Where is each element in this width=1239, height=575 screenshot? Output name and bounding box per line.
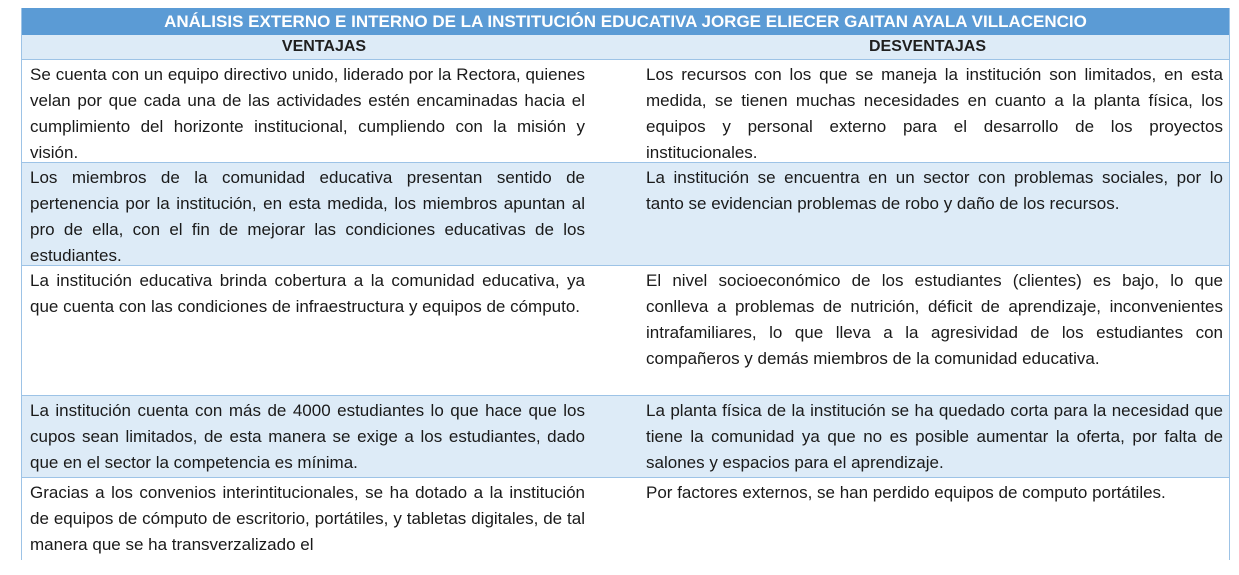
table-row bbox=[22, 396, 1229, 478]
table-row bbox=[22, 163, 1229, 266]
ventaja-cell: La institución educativa brinda cobertura a la comunidad educativa, ya que cuenta con las condiciones de infraestructura y equipos de cómputo. bbox=[30, 271, 586, 316]
header-row bbox=[22, 35, 1229, 60]
swot-table bbox=[21, 8, 1230, 560]
ventaja-cell: Los miembros de la comunidad educativa presentan sentido de pertenencia por la institución, en esta medida, los miembros apuntan al pro de ella, con el fin de mejorar las condiciones educativas de los estudiantes. bbox=[30, 168, 586, 265]
ventaja-cell: Se cuenta con un equipo directivo unido, liderado por la Rectora, quienes velan por que cada una de las actividades estén encaminadas hacia el cumplimiento del horizonte institucional, cumpliendo con la misión y visión. bbox=[30, 65, 586, 162]
table-row bbox=[22, 478, 1229, 560]
desventaja-cell: La planta física de la institución se ha quedado corta para la necesidad que tiene la comunidad ya que no es posible aumentar la oferta, por falta de salones y espacios para el aprendizaje. bbox=[646, 401, 1223, 472]
ventaja-cell: La institución cuenta con más de 4000 estudiantes lo que hace que los cupos sean limitados, de esta manera se exige a los estudiantes, dado que en el sector la competencia es mínima. bbox=[30, 401, 586, 472]
header-desventajas: DESVENTAJAS bbox=[868, 38, 987, 55]
header-ventajas: VENTAJAS bbox=[281, 38, 367, 55]
ventaja-cell: Gracias a los convenios interintitucionales, se ha dotado a la institución de equipos de cómputo de escritorio, portátiles, y tabletas digitales, de tal manera que se ha transverzalizado el bbox=[30, 483, 586, 554]
desventaja-cell: Por factores externos, se han perdido equipos de computo portátiles. bbox=[646, 483, 1166, 502]
desventaja-cell: Los recursos con los que se maneja la institución son limitados, en esta medida, se tienen muchas necesidades en cuanto a la planta física, los equipos y personal externo para el desarrollo de los proyectos institucionales. bbox=[646, 65, 1223, 162]
desventaja-cell: El nivel socioeconómico de los estudiantes (clientes) es bajo, lo que conlleva a problemas de nutrición, déficit de aprendizaje, inconvenientes intrafamiliares, lo que lleva a la agresividad de los estudiantes con compañeros y demás miembros de la comunidad educativa. bbox=[646, 271, 1223, 368]
table-title: ANÁLISIS EXTERNO E INTERNO DE LA INSTITUCIÓN EDUCATIVA JORGE ELIECER GAITAN AYALA VILLACENCIO bbox=[22, 8, 1229, 35]
desventaja-cell: La institución se encuentra en un sector con problemas sociales, por lo tanto se evidencian problemas de robo y daño de los recursos. bbox=[646, 168, 1223, 213]
table-row bbox=[22, 60, 1229, 163]
table-row bbox=[22, 266, 1229, 396]
